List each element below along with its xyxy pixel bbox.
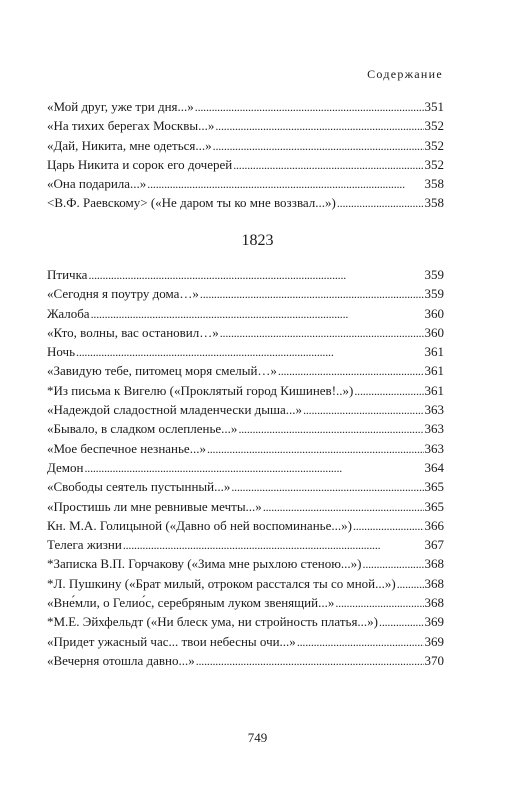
toc-leader-dots	[76, 342, 423, 362]
page-number: 749	[247, 730, 268, 745]
toc-entry-page: 364	[424, 459, 444, 475]
toc-leader-dots	[215, 116, 423, 136]
toc-entry	[47, 419, 444, 438]
toc-entry-title: «Вне́мли, о Гелио́с, серебряным луком звенящий...»	[47, 595, 335, 611]
toc-entry-page: 363	[424, 421, 444, 437]
toc-entry-title: Кн. М.А. Голицыной («Давно об ней воспоминанье...»)	[47, 517, 352, 533]
toc-entry-page: 361	[424, 344, 444, 360]
toc-entry-page: 369	[424, 633, 444, 649]
toc-entry-title: *Записка В.П. Горчакову («Зима мне рыхлою стеною...»)	[47, 556, 362, 572]
toc-entry-title: «Мой друг, уже три дня...»	[47, 99, 194, 114]
running-head: Содержание	[367, 67, 443, 81]
toc-entry-title: Жалоба	[47, 305, 90, 321]
toc-leader-dots	[147, 174, 423, 194]
toc-leader-dots	[303, 400, 423, 420]
toc-entry-title: *Л. Пушкину («Брат милый, отроком расстался ты со мной...»)	[47, 575, 396, 591]
toc-entry-page: 368	[424, 595, 444, 611]
toc-entry	[47, 174, 444, 193]
toc-entry	[47, 323, 444, 342]
toc-leader-dots	[88, 265, 423, 285]
toc-leader-dots	[335, 593, 423, 613]
toc-entry-page: 363	[424, 440, 444, 456]
toc-entry-page: 368	[424, 575, 444, 591]
toc-entry	[47, 632, 444, 651]
toc-entry-page: 367	[424, 537, 444, 553]
toc-entry	[47, 554, 444, 573]
toc-entry-title: «Кто, волны, вас остановил…»	[47, 324, 219, 340]
toc-entry-page: 359	[424, 286, 444, 302]
toc-leader-dots	[354, 381, 423, 401]
toc-leader-dots	[91, 304, 424, 324]
toc-entry-title: Царь Никита и сорок его дочерей	[47, 156, 233, 172]
toc-leader-dots	[363, 554, 424, 574]
toc-leader-dots	[233, 155, 423, 175]
toc-entry-page: 370	[424, 652, 444, 668]
toc-entry	[47, 136, 444, 155]
toc-entry-title: Телега жизни	[47, 537, 122, 553]
toc-entry	[47, 516, 444, 535]
toc-entry-page: 365	[424, 479, 444, 495]
toc-entry-page: 360	[424, 305, 444, 321]
toc-leader-dots	[207, 439, 424, 459]
toc-list-1822	[47, 97, 444, 213]
toc-entry	[47, 651, 444, 670]
toc-entry-title: «Дай, Никита, мне одеться...»	[47, 137, 212, 153]
toc-entry-title: Птичка	[47, 267, 88, 282]
toc-leader-dots	[263, 497, 424, 517]
toc-leader-dots	[397, 574, 424, 594]
toc-leader-dots	[123, 535, 424, 555]
toc-entry-page: 359	[424, 267, 444, 282]
toc-entry	[47, 593, 444, 612]
toc-entry-title: «На тихих берегах Москвы...»	[47, 118, 215, 134]
toc-entry-title: «Сегодня я поутру дома…»	[47, 286, 199, 302]
toc-entry	[47, 304, 444, 323]
toc-entry-page: 363	[424, 402, 444, 418]
toc-entry-title: *М.Е. Эйхфельдт («Ни блеск ума, ни стройность платья...»)	[47, 614, 379, 630]
toc-entry-title: «Простишь ли мне ревнивые мечты...»	[47, 498, 262, 514]
toc-entry	[47, 458, 444, 477]
toc-entry-page: 352	[424, 156, 444, 172]
toc-entry-page: 368	[424, 556, 444, 572]
toc-entry	[47, 477, 444, 496]
toc-entry	[47, 535, 444, 554]
toc-leader-dots	[278, 361, 424, 381]
toc-entry	[47, 97, 444, 116]
toc-entry	[47, 155, 444, 174]
toc-leader-dots	[200, 284, 424, 304]
toc-entry-title: «Свободы сеятель пустынный...»	[47, 479, 231, 495]
toc-entry	[47, 400, 444, 419]
toc-entry	[47, 265, 444, 284]
toc-entry-page: 369	[424, 614, 444, 630]
toc-leader-dots	[84, 458, 423, 478]
toc-entry-page: 360	[424, 324, 444, 340]
toc-entry	[47, 361, 444, 380]
toc-leader-dots	[220, 323, 424, 343]
toc-entry-page: 352	[424, 137, 444, 153]
toc-leader-dots	[195, 97, 424, 117]
toc-entry-page: 351	[424, 99, 444, 114]
section-heading-year: 1823	[241, 232, 274, 249]
toc-leader-dots	[379, 612, 423, 632]
toc-entry	[47, 284, 444, 303]
toc-entry-title: «Мое беспечное незнанье...»	[47, 440, 206, 456]
toc-entry-title: «Надеждой сладостной младенчески дыша...»	[47, 402, 303, 418]
toc-leader-dots	[196, 651, 424, 671]
toc-entry-title: Ночь	[47, 344, 76, 360]
toc-leader-dots	[297, 632, 424, 652]
toc-leader-dots	[231, 477, 423, 497]
toc-leader-dots	[238, 419, 423, 439]
toc-entry	[47, 497, 444, 516]
toc-list-1823	[47, 265, 444, 670]
toc-entry	[47, 193, 444, 212]
toc-leader-dots	[213, 136, 424, 156]
toc-entry-page: 358	[424, 195, 444, 211]
toc-entry	[47, 342, 444, 361]
toc-entry-title: *Из письма к Вигелю («Проклятый город Кишинев!..»)	[47, 382, 354, 398]
toc-entry-title: «Вечерня отошла давно...»	[47, 652, 195, 668]
toc-entry-title: «Придет ужасный час... твои небесны очи...»	[47, 633, 296, 649]
toc-entry	[47, 439, 444, 458]
toc-entry	[47, 381, 444, 400]
toc-entry-title: «Завидую тебе, питомец моря смелый…»	[47, 363, 277, 379]
toc-entry	[47, 612, 444, 631]
toc-entry-title: «Бывало, в сладком ослепленье...»	[47, 421, 238, 437]
toc-entry-page: 352	[424, 118, 444, 134]
toc-entry-page: 358	[424, 176, 444, 192]
toc-leader-dots	[353, 516, 424, 536]
toc-entry	[47, 574, 444, 593]
toc-entry	[47, 116, 444, 135]
toc-leader-dots	[337, 193, 424, 213]
toc-entry-page: 366	[424, 517, 444, 533]
toc-entry-page: 361	[424, 363, 444, 379]
toc-entry-title: «Она подарила...»	[47, 176, 147, 192]
toc-entry-title: <В.Ф. Раевскому> («Не даром ты ко мне воззвал...»)	[47, 195, 336, 211]
toc-entry-page: 365	[424, 498, 444, 514]
toc-entry-title: Демон	[47, 459, 84, 475]
toc-entry-page: 361	[424, 382, 444, 398]
